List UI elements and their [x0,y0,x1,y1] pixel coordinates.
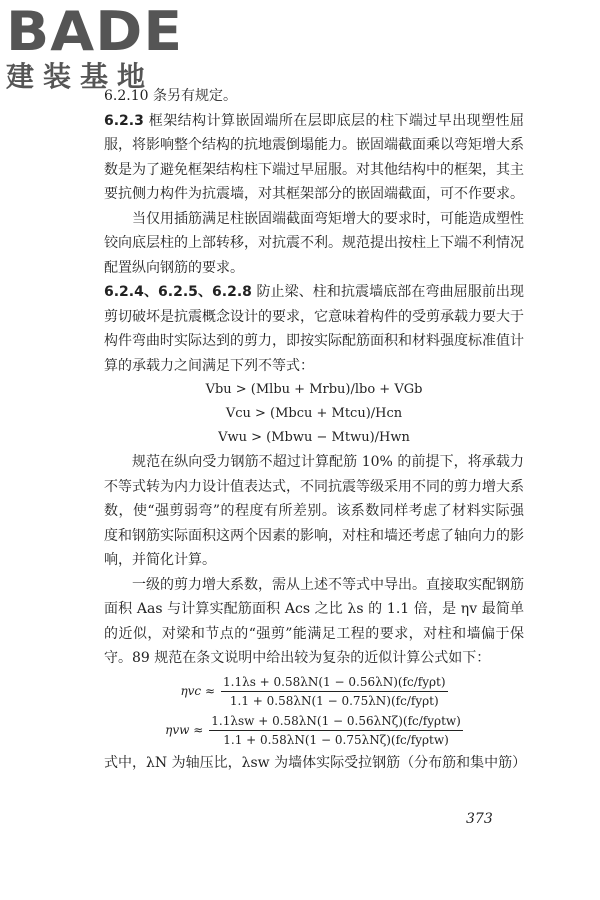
page-number: 373 [466,811,493,827]
section-number: 6.2.4、6.2.5、6.2.8 [104,284,252,300]
page-body [104,84,527,775]
logo-wordmark: BADE [6,0,184,63]
fraction [221,673,448,710]
equation-beam: Vbu > (Mlbu + Mrbu)/lbo + VGb [205,382,423,397]
bade-logo [6,0,184,93]
formula-wall-factor [104,712,524,749]
formula-lhs: ηvw ≈ [165,722,204,737]
numerator: 1.1λs + 0.58λN(1 − 0.56λN)(fc/fyρt) [221,673,448,692]
paragraph-3 [104,280,524,378]
section-number: 6.2.3 [104,112,144,129]
paragraph-2: 当仅用插筋满足柱嵌固端截面弯矩增大的要求时，可能造成塑性铰向底层柱的上部转移，对抗震不利。规范提出按柱上下端不利情况配置纵向钢筋的要求。 [104,210,524,276]
paragraph-0: 6.2.10 条另有规定。 [104,88,237,104]
formula-column-factor [104,673,524,710]
numerator: 1.1λsw + 0.58λN(1 − 0.56λNζ)(fc/fyρtw) [209,712,463,731]
denominator: 1.1 + 0.58λN(1 − 0.75λNζ)(fc/fyρtw) [223,732,449,747]
paragraph-3-text: 防止梁、柱和抗震墙底部在弯曲屈服前出现剪切破坏是抗震概念设计的要求，它意味着构件的受剪承载力要大于构件弯曲时实际达到的剪力，即按实际配筋面积和材料强度标准值计算的承载力之间满足下列不等式： [104,284,524,374]
logo-subtitle: 建装基地 [6,60,155,93]
paragraph-5: 一级的剪力增大系数，需从上述不等式中导出。直接取实配钢筋面积 Aas 与计算实配筋面积 Acs 之比 λs 的 1.1 倍，是 ηv 最简单的近似，对梁和节点的“强剪”能满足工程的要求，对柱和墙偏于保守。89 规范在条文说明中给出较为复杂的近似计算公式如下： [104,576,524,666]
fraction [209,712,463,749]
equation-column: Vcu > (Mbcu + Mtcu)/Hcn [225,406,403,421]
equation-wall: Vwu > (Mbwu − Mtwu)/Hwn [218,430,410,445]
paragraph-4: 规范在纵向受力钢筋不超过计算配筋 10% 的前提下，将承载力不等式转为内力设计值表达式，不同抗震等级采用不同的剪力增大系数，使“强剪弱弯”的程度有所差别。该系数同样考虑了材料实际强度和钢筋实际面积这两个因素的影响，对柱和墙还考虑了轴向力的影响，并简化计算。 [104,454,524,568]
paragraph-6: 式中，λN 为轴压比，λsw 为墙体实际受拉钢筋（分布筋和集中筋） [104,754,527,771]
denominator: 1.1 + 0.58λN(1 − 0.75λN)(fc/fyρt) [229,693,439,708]
paragraph-1-text: 框架结构计算嵌固端所在层即底层的柱下端过早出现塑性屈服，将影响整个结构的抗地震倒塌能力。嵌固端截面乘以弯矩增大系数是为了避免框架结构柱下端过早屈服。对其他结构中的框架，其主要抗侧力构件为抗震墙，对其框架部分的嵌固端截面，可不作要求。 [104,112,524,202]
formula-lhs: ηvc ≈ [180,683,216,698]
paragraph-1 [104,109,524,207]
